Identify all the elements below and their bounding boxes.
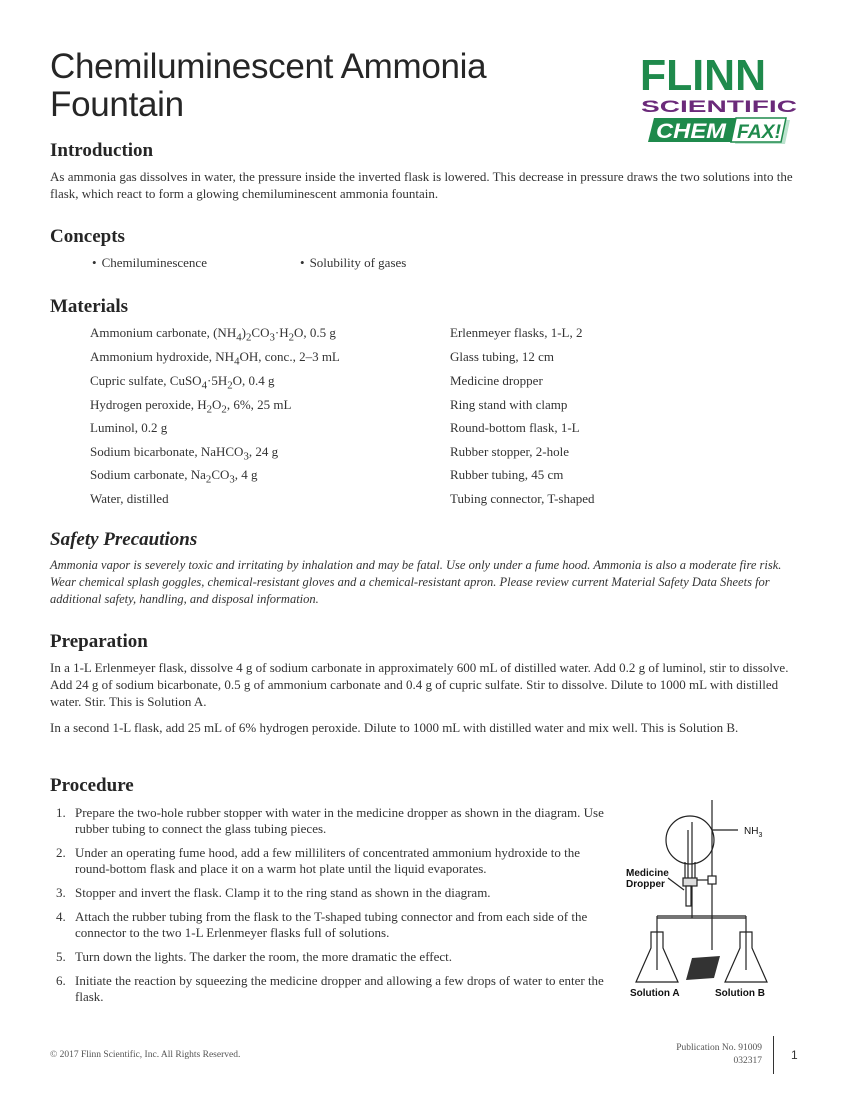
- round-bottom-flask: [666, 816, 714, 864]
- publication-number: Publication No. 91009: [676, 1043, 762, 1053]
- solution-b-label: Solution B: [715, 988, 765, 999]
- material-item-right: Glass tubing, 12 cm: [450, 349, 554, 364]
- publication-info: [676, 1042, 762, 1068]
- material-item-right: Erlenmeyer flasks, 1-L, 2: [450, 325, 583, 340]
- material-item-left: Sodium bicarbonate, NaHCO$_3$, 24 g: [90, 444, 279, 463]
- procedure-steps: [50, 805, 610, 1013]
- title-line-2: Fountain: [50, 85, 184, 124]
- preparation-heading: Preparation: [50, 631, 148, 652]
- introduction-heading: Introduction: [50, 140, 154, 161]
- concept-item: • Solubility of gases: [300, 255, 406, 271]
- flinn-chemfax-logo: [640, 50, 802, 150]
- materials-heading: Materials: [50, 296, 129, 317]
- page-title: [50, 48, 486, 124]
- logo-scientific-text: SCIENTIFIC: [641, 97, 797, 116]
- preparation-paragraph-1: In a 1-L Erlenmeyer flask, dissolve 4 g of sodium carbonate in approximately 600 mL of distilled water. Add 0.2 g of luminol, stir to dissolve. Add 24 g of sodium bicarbonate, 0.5 g of ammonium carbonate and 0.4 g of cupric sulfate. Stir to dissolve. Dilute to 1000 mL with distilled water. Stir. This is Solution A.: [50, 660, 789, 709]
- safety-heading: Safety Precautions: [50, 529, 198, 550]
- material-item-left: Ammonium hydroxide, $NH_4OH$, conc., 2–3 mL: [90, 349, 340, 368]
- material-item-right: Medicine dropper: [450, 373, 543, 388]
- material-item-left: Luminol, 0.2 g: [90, 420, 168, 435]
- material-item-right: Rubber stopper, 2-hole: [450, 444, 569, 459]
- ring-stand-base: [686, 956, 720, 980]
- material-item-left: Hydrogen peroxide, $H_2O_2$, 6%, 25 mL: [90, 397, 292, 416]
- procedure-heading: Procedure: [50, 775, 134, 796]
- medicine-dropper-label-2: Dropper: [626, 879, 665, 890]
- concepts-heading: Concepts: [50, 226, 125, 247]
- material-item-right: Round-bottom flask, 1-L: [450, 420, 580, 435]
- medicine-dropper-label-1: Medicine: [626, 868, 669, 879]
- procedure-step: 6. Initiate the reaction by squeezing the medicine dropper and allowing a few drops of water to enter the flask.: [56, 973, 604, 1004]
- material-item-right: Ring stand with clamp: [450, 397, 568, 412]
- copyright-notice: © 2017 Flinn Scientific, Inc. All Rights Reserved.: [50, 1050, 241, 1060]
- procedure-step: 3. Stopper and invert the flask. Clamp it to the ring stand as shown in the diagram.: [56, 885, 491, 900]
- safety-text: Ammonia vapor is severely toxic and irritating by inhalation and may be fatal. Use only under a fume hood. Ammonia is also a moderate fire risk. Wear chemical splash goggles, chemical-resistant gloves and a chemical-resistant apron. Please review current Material Safety Data Sheets for additional safety, handling, and disposal information.: [50, 558, 782, 606]
- preparation-paragraph-2: In a second 1-L flask, add 25 mL of 6% hydrogen peroxide. Dilute to 1000 mL with distilled water and mix well. This is Solution B.: [50, 720, 739, 735]
- material-item-right: Rubber tubing, 45 cm: [450, 467, 564, 482]
- medicine-dropper: [686, 886, 691, 906]
- procedure-step: 1. Prepare the two-hole rubber stopper with water in the medicine dropper as shown in the diagram. Use rubber tubing to connect the glass tubing pieces.: [56, 805, 604, 836]
- footer-divider: [773, 1036, 774, 1074]
- fountain-apparatus-diagram: [620, 800, 800, 1005]
- material-item-left: Sodium carbonate, $Na_2CO_3$, 4 g: [90, 467, 258, 486]
- material-item-left: Cupric sulfate, $CuSO_4\cdot 5H_2O$, 0.4 g: [90, 373, 275, 392]
- logo-fax-text: FAX!: [737, 122, 781, 143]
- page-number: 1: [791, 1048, 798, 1062]
- material-item-left: Water, distilled: [90, 491, 169, 506]
- nh3-label: $NH_3$: [744, 826, 763, 839]
- procedure-step: 5. Turn down the lights. The darker the room, the more dramatic the effect.: [56, 949, 453, 964]
- solution-a-label: Solution A: [630, 988, 680, 999]
- logo-chem-text: CHEM: [656, 120, 727, 143]
- procedure-step: 4. Attach the rubber tubing from the flask to the T-shaped tubing connector and from each side of the connector to the two 1-L Erlenmeyer flasks full of solutions.: [56, 909, 588, 940]
- publication-code: 032317: [733, 1056, 762, 1066]
- title-line-1: Chemiluminescent Ammonia: [50, 47, 487, 86]
- logo-flinn-text: FLINN: [640, 51, 766, 100]
- procedure-step: 2. Under an operating fume hood, add a few milliliters of concentrated ammonium hydroxide to the round-bottom flask and place it on a warm hot plate until the liquid evaporates.: [56, 845, 581, 876]
- rubber-stopper: [683, 878, 697, 886]
- material-item-right: Tubing connector, T-shaped: [450, 491, 595, 506]
- material-item-left: Ammonium carbonate, $(NH_4)_2CO_3\cdot H_2O$, 0.5 g: [90, 325, 336, 344]
- concept-item: • Chemiluminescence: [92, 255, 207, 271]
- introduction-text: As ammonia gas dissolves in water, the pressure inside the inverted flask is lowered. This decrease in pressure draws the two solutions into the flask, which react to form a glowing chemiluminescent ammonia fountain.: [50, 169, 793, 201]
